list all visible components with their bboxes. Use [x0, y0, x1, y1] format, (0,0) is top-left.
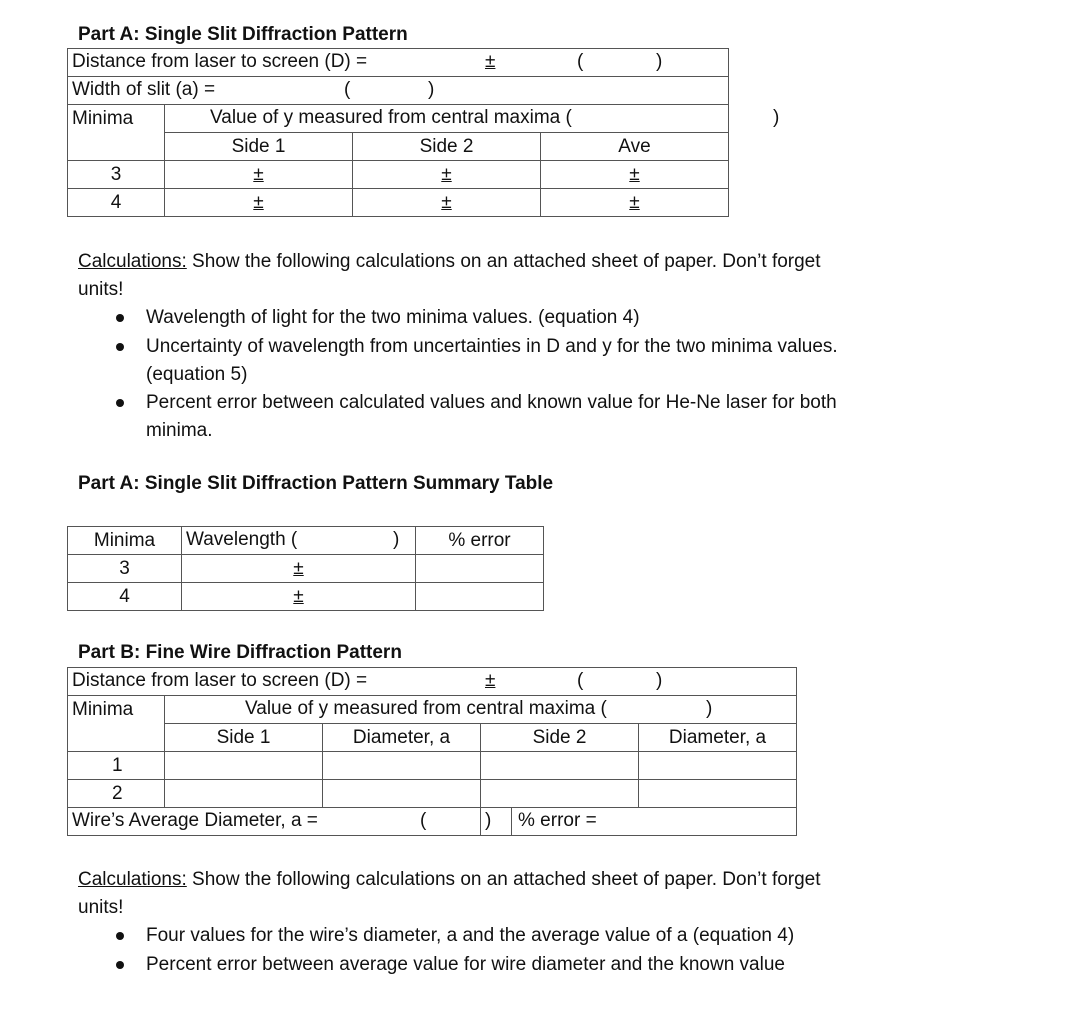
part-b-title: Part B: Fine Wire Diffraction Pattern — [78, 642, 402, 663]
distance-close-paren: ) — [656, 51, 663, 72]
pct-error-row[interactable]: ) % error = — [481, 808, 797, 836]
ave-header: Ave — [541, 133, 729, 161]
side2-header: Side 2 — [353, 133, 541, 161]
part-a-table — [67, 48, 780, 217]
table-row — [68, 555, 544, 583]
table-row — [68, 752, 797, 780]
ave-cell[interactable]: ± — [541, 189, 729, 217]
table-row — [68, 161, 729, 189]
minima-4: 4 — [68, 189, 165, 217]
b-minima-2: 2 — [68, 780, 165, 808]
bullet-icon — [116, 314, 124, 322]
summary-title: Part A: Single Slit Diffraction Pattern Summary Table — [78, 473, 554, 494]
calc-a-bullet-3a: Percent error between calculated values and known value for He-Ne laser for both — [146, 392, 837, 413]
calc-b-intro-2: units! — [78, 897, 124, 918]
minima-header-blank — [68, 133, 165, 161]
b-diameter-header-1: Diameter, a — [323, 724, 481, 752]
minima-3: 3 — [68, 161, 165, 189]
b-cell[interactable] — [323, 752, 481, 780]
table-row — [68, 189, 729, 217]
distance-open-paren: ( — [577, 51, 584, 72]
calc-a-bullet-2b: (equation 5) — [146, 364, 248, 385]
summary-wavelength-header: Wavelength ( ) — [182, 527, 416, 555]
bullet-icon — [116, 343, 124, 351]
b-cell[interactable] — [323, 780, 481, 808]
side2-cell[interactable]: ± — [353, 189, 541, 217]
summary-minima-4: 4 — [68, 583, 182, 611]
side1-cell[interactable]: ± — [165, 189, 353, 217]
calc-a-bullet-2a: Uncertainty of wavelength from uncertainties in D and y for the two minima values. — [146, 336, 838, 357]
bullet-icon — [116, 961, 124, 969]
summary-error-cell[interactable] — [416, 555, 544, 583]
side2-cell[interactable]: ± — [353, 161, 541, 189]
side1-cell[interactable]: ± — [165, 161, 353, 189]
calc-b-bullet-1: Four values for the wire’s diameter, a and the average value of a (equation 4) — [146, 925, 795, 946]
calc-b-bullet-2: Percent error between average value for wire diameter and the known value — [146, 954, 785, 975]
calc-a-intro-2: units! — [78, 279, 124, 300]
distance-label: Distance from laser to screen (D) = — [72, 51, 368, 72]
part-a-title: Part A: Single Slit Diffraction Pattern — [78, 24, 408, 45]
b-cell[interactable] — [639, 780, 797, 808]
summary-wavelength-cell[interactable]: ± — [182, 583, 416, 611]
summary-minima-header: Minima — [68, 527, 182, 555]
table-row — [68, 583, 544, 611]
b-cell[interactable] — [165, 752, 323, 780]
summary-error-cell[interactable] — [416, 583, 544, 611]
calc-a-intro: Calculations: Show the following calculations on an attached sheet of paper. Don’t forget — [78, 251, 821, 272]
ave-cell[interactable]: ± — [541, 161, 729, 189]
b-value-header: Value of y measured from central maxima ( ) — [165, 696, 797, 724]
b-diameter-header-2: Diameter, a — [639, 724, 797, 752]
bullet-icon — [116, 932, 124, 940]
calc-b-intro: Calculations: Show the following calculations on an attached sheet of paper. Don’t forget — [78, 869, 821, 890]
width-row[interactable] — [68, 77, 729, 105]
b-side1-header: Side 1 — [165, 724, 323, 752]
b-minima-header: Minima — [68, 696, 165, 724]
table-row — [68, 780, 797, 808]
b-cell[interactable] — [639, 752, 797, 780]
b-distance-row[interactable]: Distance from laser to screen (D) = ± ( ) — [68, 668, 797, 696]
summary-wavelength-cell[interactable]: ± — [182, 555, 416, 583]
b-minima-1: 1 — [68, 752, 165, 780]
distance-pm: ± — [485, 51, 496, 72]
summary-error-header: % error — [416, 527, 544, 555]
minima-header: Minima — [68, 105, 165, 133]
bullet-icon — [116, 399, 124, 407]
distance-row[interactable] — [68, 49, 729, 77]
b-minima-blank — [68, 724, 165, 752]
width-label: Width of slit (a) = — [72, 79, 216, 100]
width-close-paren: ) — [428, 79, 435, 100]
b-side2-header: Side 2 — [481, 724, 639, 752]
calc-a-bullet-1: Wavelength of light for the two minima values. (equation 4) — [146, 307, 640, 328]
calc-a-bullet-3b: minima. — [146, 420, 213, 441]
value-header: Value of y measured from central maxima ( ) — [165, 105, 729, 133]
b-cell[interactable] — [165, 780, 323, 808]
width-open-paren: ( — [344, 79, 351, 100]
summary-minima-3: 3 — [68, 555, 182, 583]
summary-table — [67, 526, 544, 611]
part-b-table — [67, 667, 797, 836]
b-cell[interactable] — [481, 752, 639, 780]
avg-diameter-row[interactable]: Wire’s Average Diameter, a = ( — [68, 808, 481, 836]
b-cell[interactable] — [481, 780, 639, 808]
side1-header: Side 1 — [165, 133, 353, 161]
